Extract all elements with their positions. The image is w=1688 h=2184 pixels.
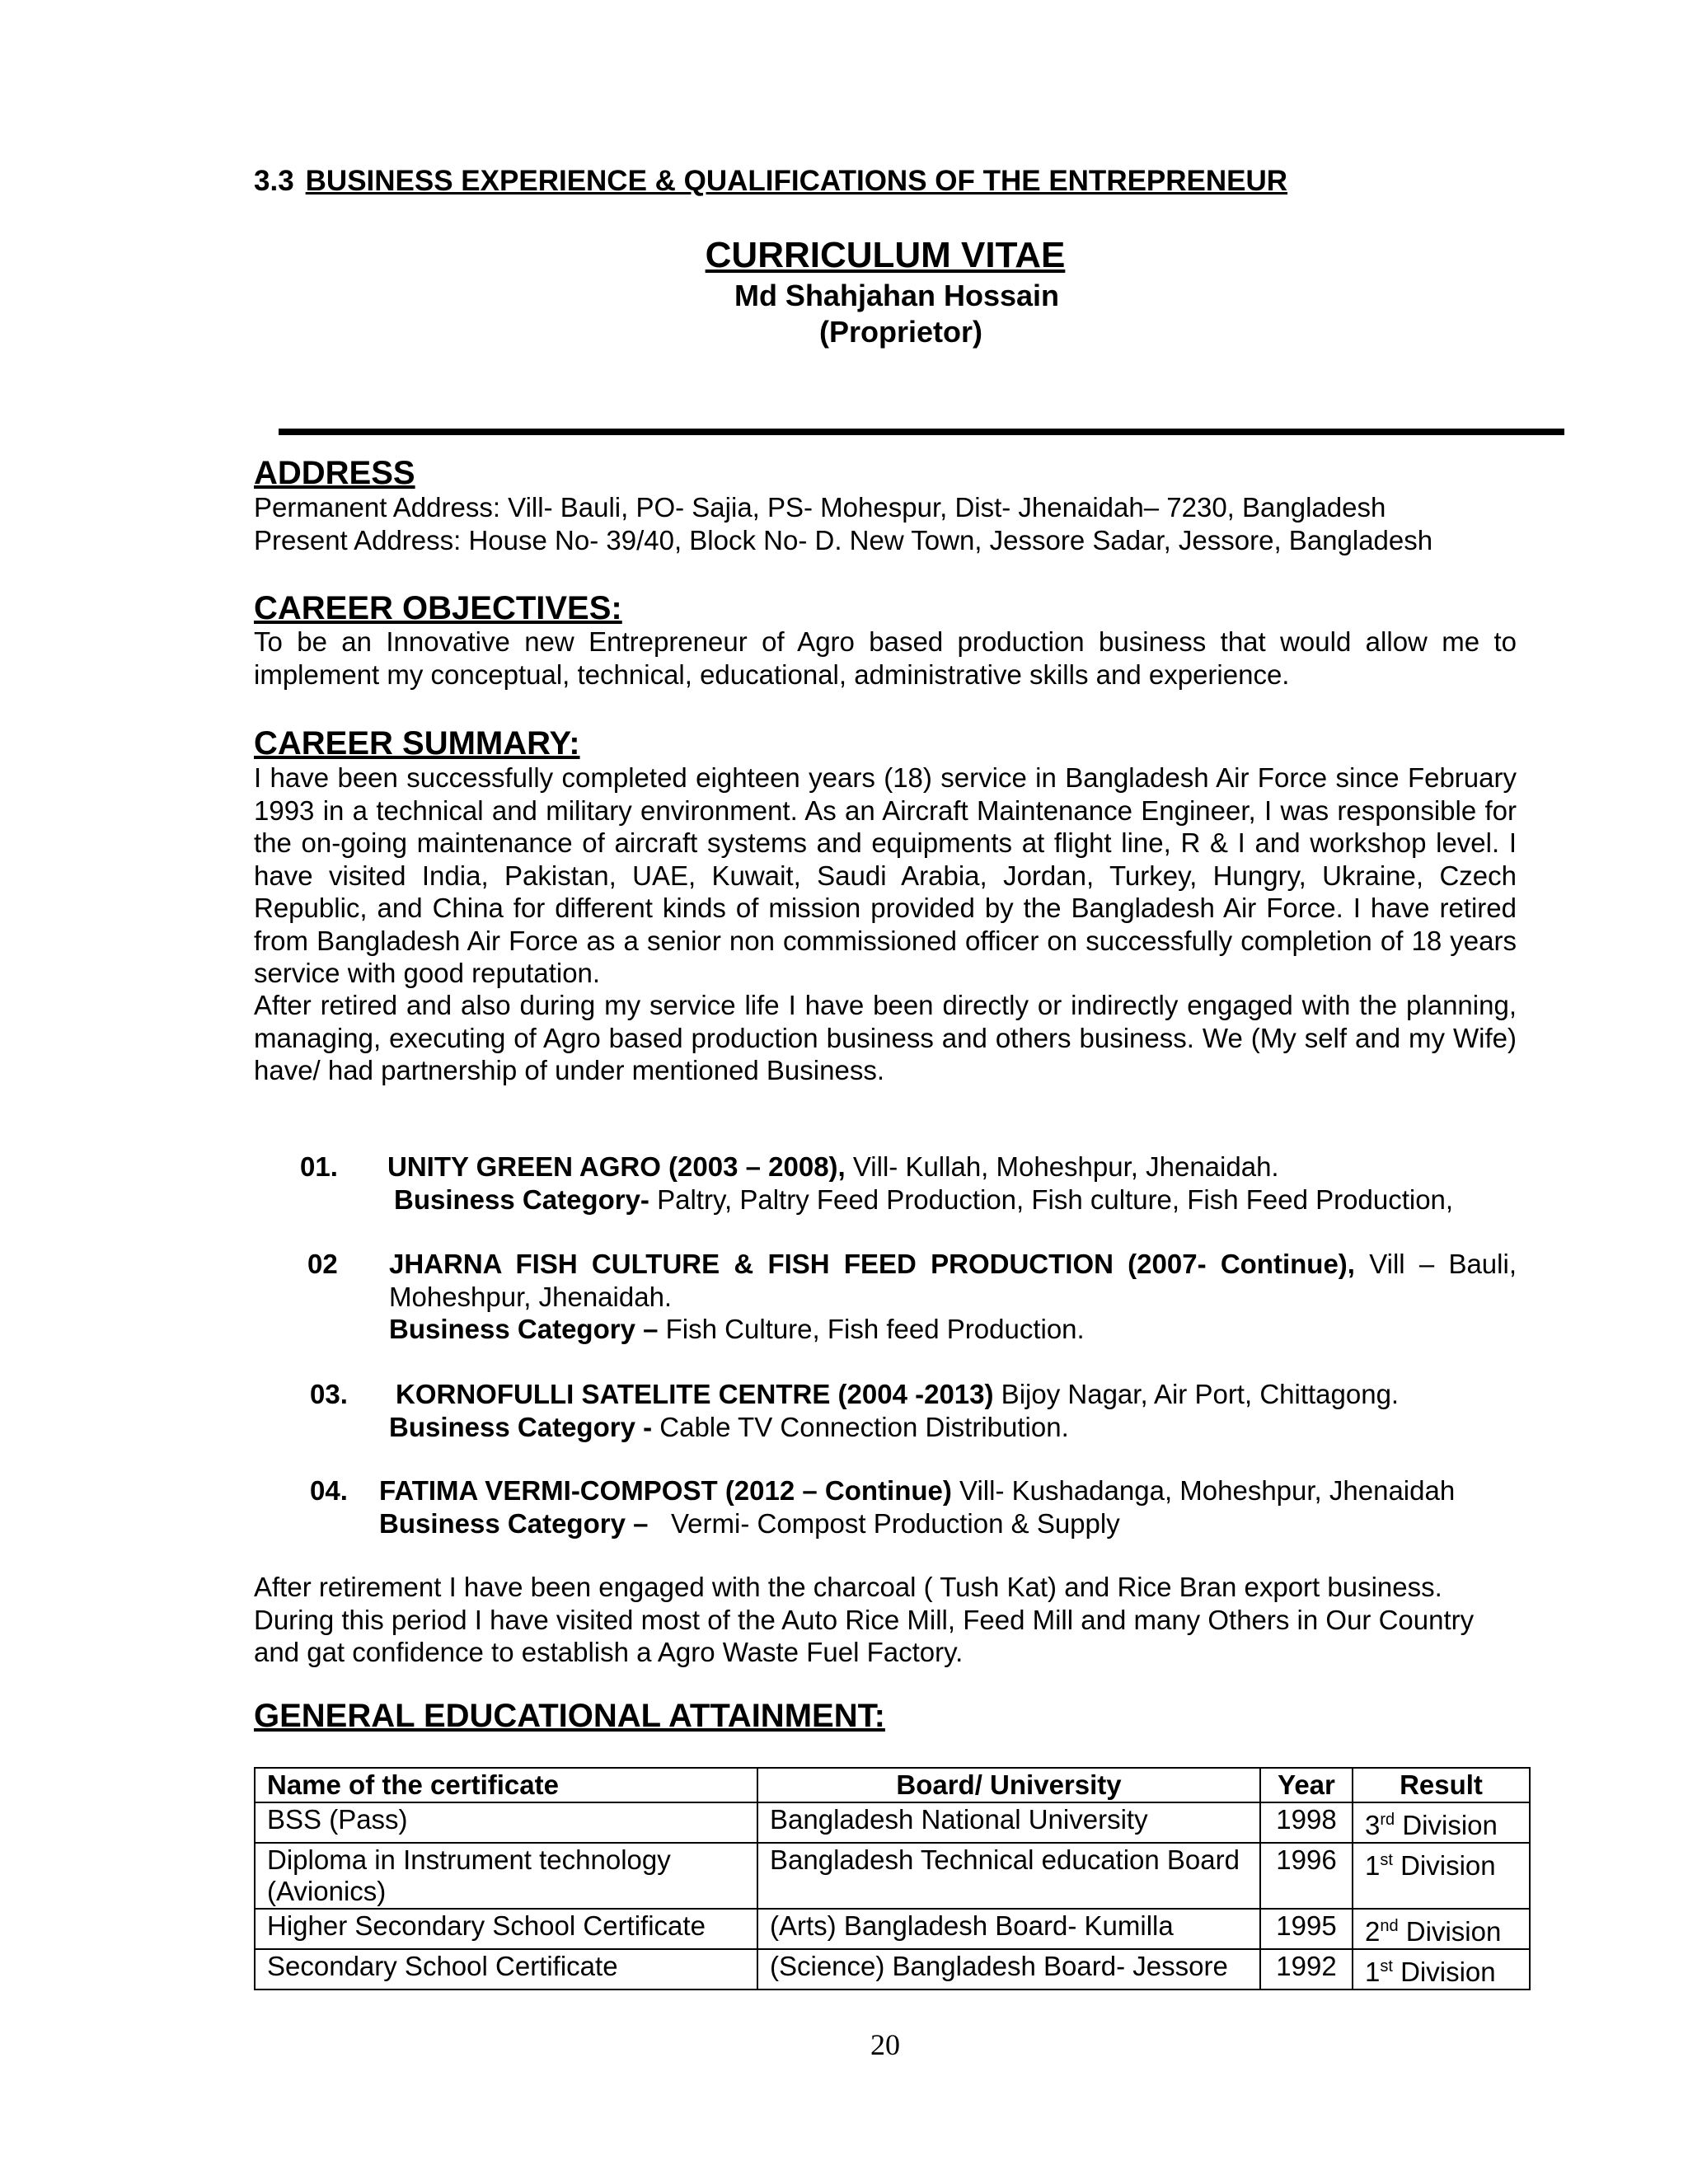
business-location: Vill – Bauli, Moheshpur, Jhenaidah. (389, 1249, 1517, 1312)
result-cell (1353, 1843, 1530, 1909)
business-entry (379, 1474, 1533, 1540)
present-address: Present Address: House No- 39/40, Block No- D. New Town, Jessore Sadar, Jessore, Bangladesh (254, 525, 1433, 555)
address-heading: ADDRESS (254, 455, 415, 491)
business-category: Cable TV Connection Distribution. (652, 1411, 1069, 1442)
year-cell: 1998 (1260, 1802, 1353, 1843)
result-cell (1353, 1802, 1530, 1843)
result-rank: 2 (1365, 1916, 1381, 1947)
board-cell: (Science) Bangladesh Board- Jessore (757, 1949, 1260, 1990)
year-cell: 1995 (1260, 1909, 1353, 1949)
certificate-cell: BSS (Pass) (255, 1802, 757, 1843)
permanent-address: Permanent Address: Vill- Bauli, PO- Sajia, PS- Mohespur, Dist- Jhenaidah– 7230, Bangladesh (254, 492, 1386, 523)
business-name: JHARNA FISH CULTURE & FISH FEED PRODUCTION (2007- Continue), (389, 1249, 1355, 1279)
business-category: Vermi- Compost Production & Supply (648, 1507, 1120, 1539)
result-suffix: nd (1380, 1917, 1399, 1935)
business-name: FATIMA VERMI-COMPOST (2012 – Continue) (379, 1475, 952, 1506)
business-number: 01. (300, 1151, 338, 1182)
table-row (255, 1949, 1530, 1990)
business-number: 02 (307, 1249, 338, 1279)
education-heading: GENERAL EDUCATIONAL ATTAINMENT: (254, 1698, 885, 1734)
board-cell: (Arts) Bangladesh Board- Kumilla (757, 1909, 1260, 1949)
retirement-line: and gat confidence to establish a Agro Waste Fuel Factory. (254, 1637, 964, 1667)
business-location: Bijoy Nagar, Air Port, Chittagong. (993, 1379, 1400, 1409)
section-title: BUSINESS EXPERIENCE & QUALIFICATIONS OF THE ENTREPRENEUR (305, 165, 1288, 197)
table-row (255, 1843, 1530, 1909)
page-number: 20 (870, 2028, 900, 2061)
summary-paragraph-1: I have been successfully completed eighteen years (18) service in Bangladesh Air Force since February 1993 in a technical and military environment. As an Aircraft Maintenance Engineer, I was responsible for the on-going maintenance of aircraft systems and equipments at flight line, R & I and workshop level. I have visited India, Pakistan, UAE, Kuwait, Saudi Arabia, Jordan, Turkey, Hungry, Ukraine, Czech Republic, and China for different kinds of mission provided by the Bangladesh Air Force. I have retired from Bangladesh Air Force as a senior non commissioned officer on successfully completion of 18 years service with good reputation. (254, 762, 1517, 988)
summary-paragraph-2: After retired and also during my service life I have been directly or indirectly engaged with the planning, managing, executing of Agro based production business and others business. We (My self and my Wife) have/ had partnership of under mentioned Business. (254, 990, 1517, 1085)
cv-title: CURRICULUM VITAE (705, 235, 1066, 275)
result-rank: 1 (1365, 1850, 1381, 1881)
business-location: Vill- Kullah, Moheshpur, Jhenaidah. (845, 1151, 1279, 1182)
column-header: Board/ University (757, 1768, 1260, 1802)
board-cell: Bangladesh Technical education Board (757, 1843, 1260, 1909)
result-cell (1353, 1909, 1530, 1949)
business-name: KORNOFULLI SATELITE CENTRE (2004 -2013) (396, 1379, 994, 1409)
year-cell: 1992 (1260, 1949, 1353, 1990)
section-heading (254, 165, 1287, 198)
result-suffix: st (1380, 1851, 1393, 1869)
business-entry (389, 1248, 1517, 1346)
table-row (255, 1909, 1530, 1949)
column-header: Name of the certificate (255, 1768, 757, 1802)
business-entry (389, 1378, 1543, 1443)
objectives-text: To be an Innovative new Entrepreneur of Agro based production business that would allow me to implement my conceptual, technical, educational, administrative skills and experience. (254, 626, 1517, 690)
objectives-heading: CAREER OBJECTIVES: (254, 590, 622, 626)
business-category-label: Business Category - (389, 1411, 653, 1442)
education-table (254, 1767, 1531, 1990)
result-division: Division (1392, 1957, 1496, 1987)
certificate-cell: Diploma in Instrument technology (Avionics) (255, 1843, 757, 1909)
result-cell (1353, 1949, 1530, 1990)
retirement-line: After retirement I have been engaged with the charcoal ( Tush Kat) and Rice Bran export business. (254, 1572, 1442, 1602)
business-category-label: Business Category – (379, 1507, 649, 1539)
section-number: 3.3 (254, 165, 294, 197)
business-category-label: Business Category – (389, 1314, 659, 1344)
certificate-cell: Secondary School Certificate (255, 1949, 757, 1990)
column-header: Year (1260, 1768, 1353, 1802)
business-number: 03. (310, 1379, 348, 1409)
year-cell: 1996 (1260, 1843, 1353, 1909)
business-number: 04. (310, 1475, 348, 1506)
cv-role: (Proprietor) (819, 315, 982, 349)
result-division: Division (1392, 1850, 1496, 1881)
business-entry (387, 1151, 1541, 1216)
business-category-label: Business Category- (394, 1183, 649, 1215)
business-name: UNITY GREEN AGRO (2003 – 2008), (387, 1151, 846, 1182)
business-category: Fish Culture, Fish feed Production. (658, 1314, 1085, 1344)
summary-heading: CAREER SUMMARY: (254, 725, 580, 762)
result-rank: 1 (1365, 1957, 1381, 1987)
result-suffix: st (1380, 1957, 1393, 1975)
table-header-row (255, 1768, 1530, 1802)
board-cell: Bangladesh National University (757, 1802, 1260, 1843)
result-division: Division (1395, 1810, 1498, 1840)
table-row (255, 1802, 1530, 1843)
business-category: Paltry, Paltry Feed Production, Fish culture, Fish Feed Production, (649, 1183, 1454, 1215)
business-location: Vill- Kushadanga, Moheshpur, Jhenaidah (951, 1475, 1456, 1506)
cv-name: Md Shahjahan Hossain (734, 279, 1060, 312)
certificate-cell: Higher Secondary School Certificate (255, 1909, 757, 1949)
horizontal-divider (279, 429, 1564, 435)
column-header: Result (1353, 1768, 1530, 1802)
result-division: Division (1398, 1916, 1502, 1947)
retirement-line: During this period I have visited most of the Auto Rice Mill, Feed Mill and many Others in Our Country (254, 1605, 1475, 1635)
result-suffix: rd (1380, 1811, 1395, 1829)
result-rank: 3 (1365, 1810, 1381, 1840)
